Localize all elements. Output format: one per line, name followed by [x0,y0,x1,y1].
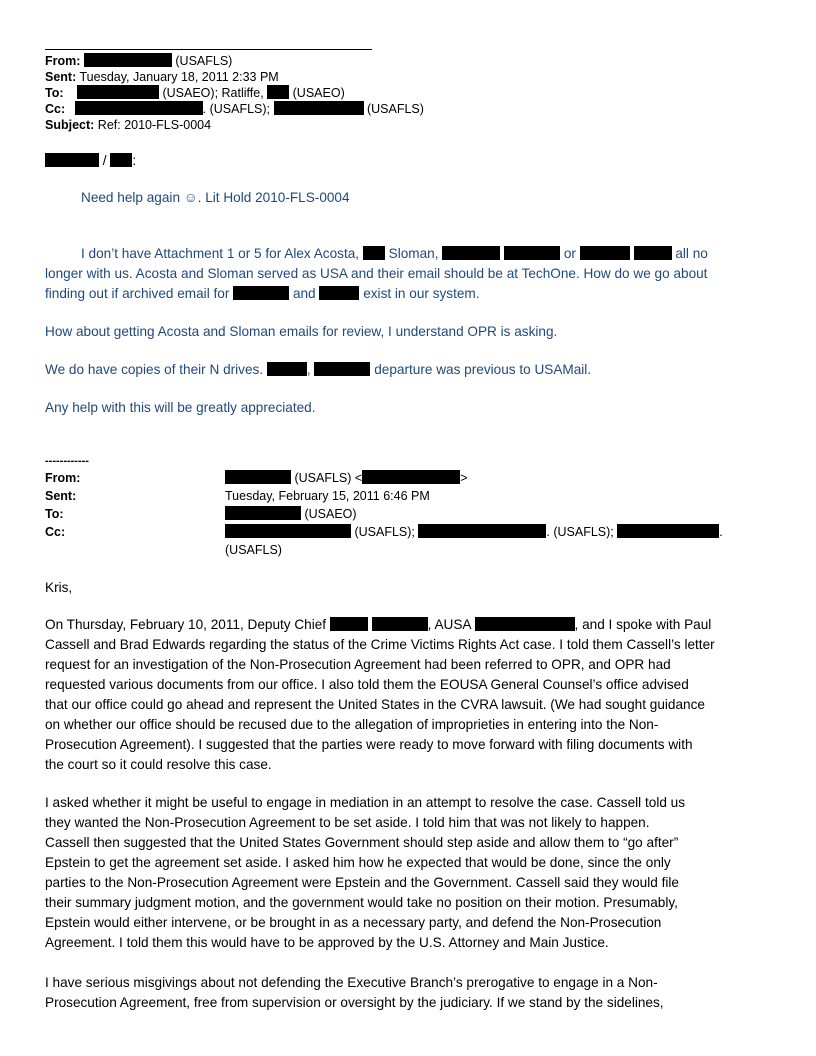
body-line: Agreement. I told them this would have to be approved by the U.S. Attorney and Main Justice. [45,935,609,950]
redaction [372,617,428,631]
email2-divider: ------------ [45,455,89,467]
p3-comma: , [306,362,311,377]
body-line: they wanted the Non-Prosecution Agreement to be set aside. I told him that was not likely to happen. [45,815,650,830]
p1-line3-b: and [292,286,316,301]
redaction [617,524,719,538]
cc-text-a: (USAFLS); [354,525,415,539]
need-help-line: Need help again ☺. Lit Hold 2010-FLS-0004 [81,190,350,205]
b1-text-a: On Thursday, February 10, 2011, Deputy Chief [45,617,327,632]
sent-label: Sent: [45,70,77,84]
email1-to-row [45,85,345,101]
from-label: From: [45,54,81,68]
body-paragraph-2 [45,793,685,953]
redaction [110,153,132,167]
email2-cc-line2: (USAFLS) [225,543,282,557]
redaction [274,101,364,115]
redaction [314,362,370,376]
header-rule [45,49,372,50]
sent-value: Tuesday, January 18, 2011 2:33 PM [79,70,279,84]
body-line: Prosecution Agreement). I suggested that the parties were ready to move forward with filing documents with [45,737,693,752]
redaction [442,246,500,260]
from-text: (USAFLS) < [294,471,363,485]
redaction [319,286,359,300]
cc-value: . (USAFLS); [202,102,271,116]
redaction [267,362,307,376]
paragraph-3 [45,360,591,380]
email2-sent-value: Tuesday, February 15, 2011 6:46 PM [225,489,430,503]
email2-salutation: Kris, [45,580,73,595]
redaction [225,470,291,484]
body-line: their summary judgment motion, and the government would take no position on their motion. Presumably, [45,895,678,910]
body-paragraph-1-line-1 [45,615,711,635]
body-line: Epstein to get the agreement set aside. I asked him how he expected that would be done, since the only [45,855,671,870]
email1-cc-row [45,101,424,117]
p1-line3-a: finding out if archived email for [45,286,230,301]
body-line: Cassell then suggested that the United States Government should step aside and allow them to “go after” [45,835,679,850]
body-paragraph-1-rest [45,635,715,775]
cc-text-b: . (USAFLS); [546,525,614,539]
email2-from-label: From: [45,471,81,485]
paragraph-4: Any help with this will be greatly appreciated. [45,400,316,415]
body-line: Prosecution Agreement, free from supervision or oversight by the judiciary. If we stand by the sidelines, [45,995,664,1010]
redaction [84,53,172,67]
email1-sent-row [45,69,279,85]
redaction [75,101,203,115]
redaction [475,617,575,631]
p1-text-d: all no [675,246,708,261]
body-line: requested various documents from our office. I also told them the EOUSA General Counsel’s office advised [45,677,689,692]
cc-value-end: (USAFLS) [366,102,424,116]
subject-value: Ref: 2010-FLS-0004 [97,118,212,132]
body-line: Epstein would either intervene, or be brought in as a necessary party, and defend the Non-Prosecution [45,915,662,930]
redaction [267,85,289,99]
paragraph-2: How about getting Acosta and Sloman emails for review, I understand OPR is asking. [45,324,558,339]
to-label: To: [45,86,64,100]
p1-text-c: or [563,246,576,261]
p3-text-a: We do have copies of their N drives. [45,362,264,377]
body-line: I have serious misgivings about not defending the Executive Branch’s prerogative to engage in a Non- [45,975,658,990]
paragraph-1-line-2: longer with us. Acosta and Sloman served as USA and their email should be at TechOne. How do we go about [45,266,708,281]
body-line: that our office could go ahead and represent the United States in the CVRA lawsuit. (We had sought guidance [45,697,705,712]
email2-to-value [225,506,357,522]
p1-text-b: Sloman, [388,246,439,261]
redaction [634,246,672,260]
paragraph-1-line-1 [81,244,708,264]
p3-text-c: departure was previous to USAMail. [374,362,592,377]
body-line: the court so it could resolve this case. [45,757,272,772]
email1-subject-row [45,117,211,133]
from-value: (USAFLS) [175,54,233,68]
b1-text-b: , AUSA [427,617,471,632]
redaction [45,153,99,167]
from-end: > [460,471,468,485]
email2-cc-value [225,524,723,540]
redaction [225,506,301,520]
p1-text-a: I don’t have Attachment 1 or 5 for Alex Acosta, [81,246,360,261]
body-line: request for an investigation of the Non-Prosecution Agreement had been referred to OPR, and OPR had [45,657,671,672]
email2-to-label: To: [45,507,64,521]
body-line: parties to the Non-Prosecution Agreement were Epstein and the Government. Cassell said they would file [45,875,679,890]
email2-cc-label: Cc: [45,525,66,539]
cc-label: Cc: [45,102,66,116]
redaction [504,246,560,260]
body-line: I asked whether it might be useful to engage in mediation in an attempt to resolve the case. Cassell told us [45,795,686,810]
body-paragraph-3 [45,973,664,1013]
b1-text-c: , and I spoke with Paul [574,617,712,632]
email1-salutation [45,151,136,171]
email1-from-row [45,53,232,69]
redaction [363,246,385,260]
redaction [580,246,630,260]
salutation-colon: : [132,153,137,168]
cc-text-c: . [719,525,723,539]
paragraph-1-line-3 [45,284,480,304]
body-line: on whether our office should be recused due to the allegation of improprieties in entering into the Non- [45,717,659,732]
subject-label: Subject: [45,118,95,132]
to-text: (USAEO) [304,507,357,521]
redaction [77,85,159,99]
body-line: Cassell and Brad Edwards regarding the status of the Crime Victims Rights Act case. I told them Cassell’s letter [45,637,715,652]
salutation-separator: / [102,153,107,168]
redaction [418,524,546,538]
email2-from-value [225,470,468,486]
p1-line3-c: exist in our system. [363,286,480,301]
to-value-end: (USAEO) [292,86,345,100]
email2-sent-label: Sent: [45,489,77,503]
redaction [225,524,351,538]
to-value: (USAEO); Ratliffe, [162,86,264,100]
redaction [233,286,289,300]
redaction [362,470,460,484]
redaction [330,617,368,631]
